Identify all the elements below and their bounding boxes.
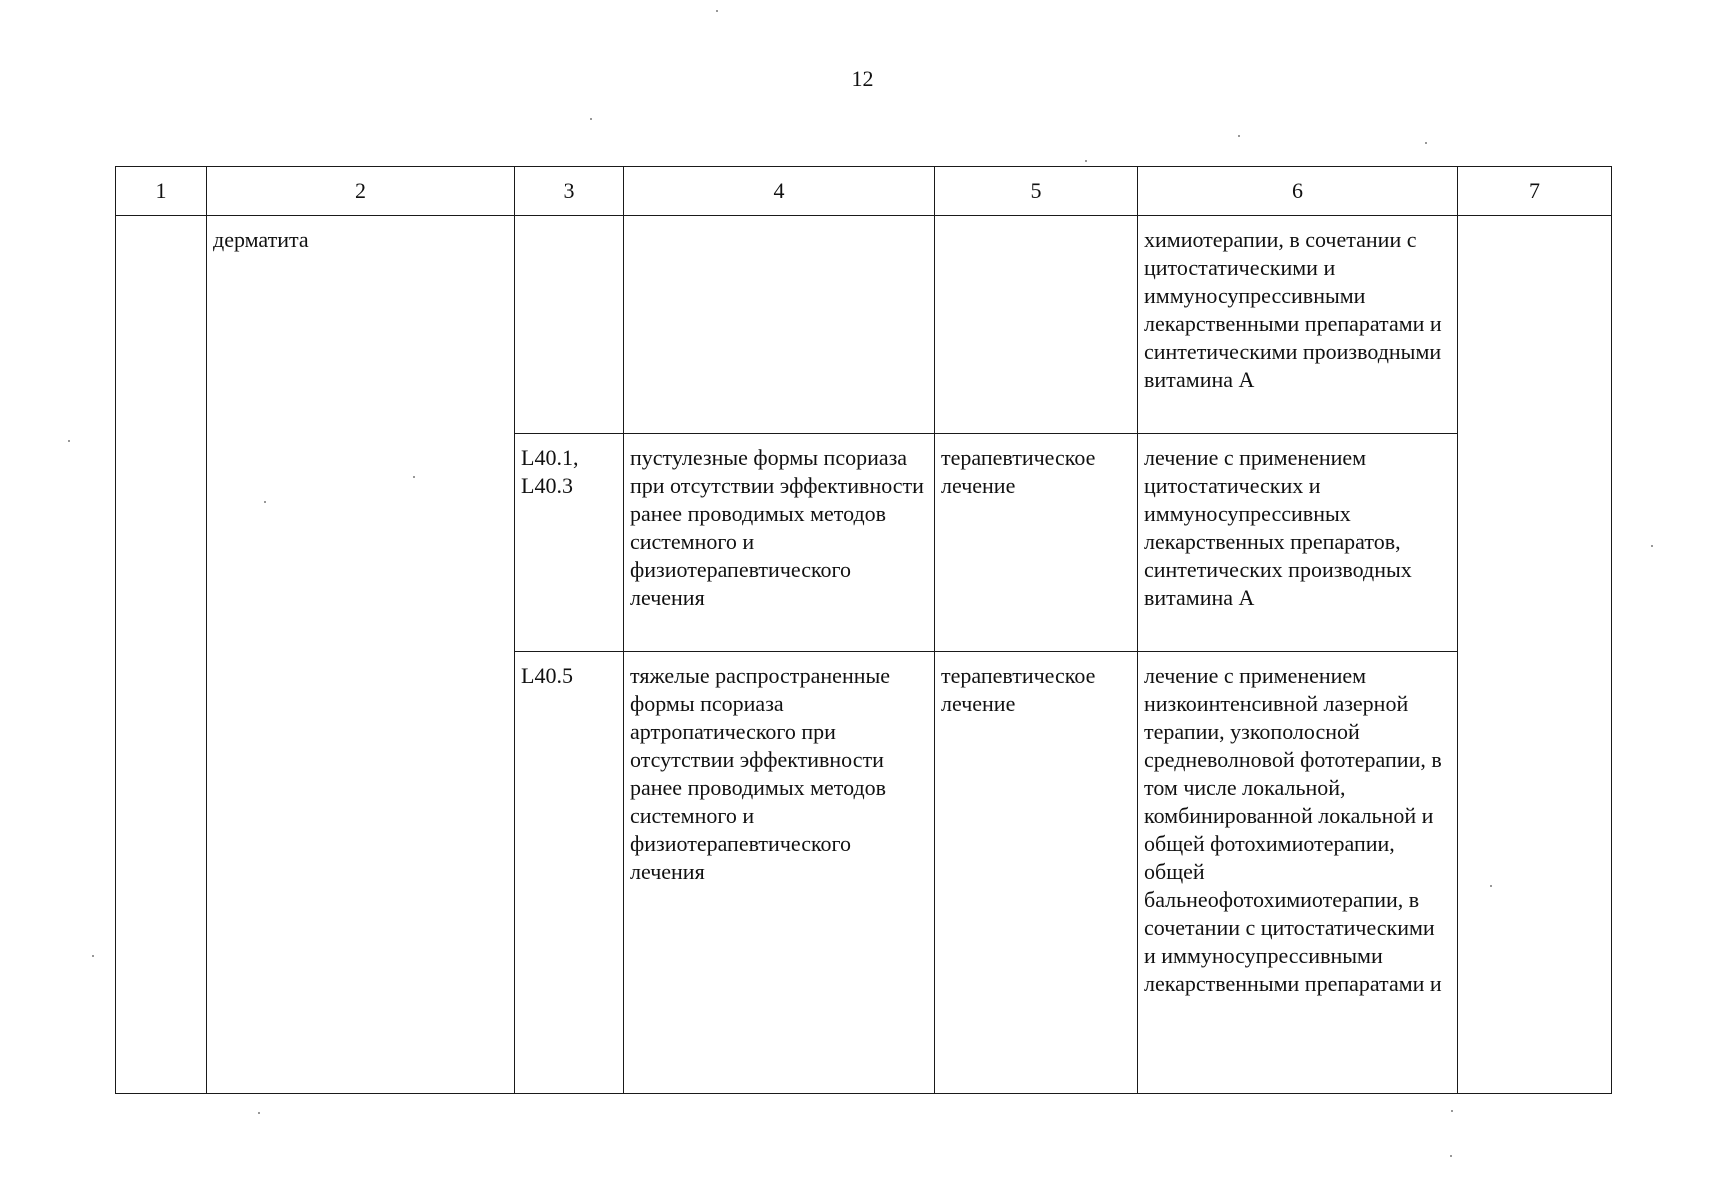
scan-speck <box>264 501 266 503</box>
scan-speck <box>1490 885 1492 887</box>
cell-code: L40.5 <box>515 652 624 1094</box>
page-number: 12 <box>851 66 874 91</box>
scan-speck <box>68 440 70 442</box>
scan-speck <box>716 10 718 12</box>
column-number-row <box>116 167 1612 216</box>
scan-speck <box>413 476 415 478</box>
cell-treatment-method: лечение с применением низкоинтенсивной лазерной терапии, узкополосной средневолновой фототерапии, в том числе локальной, комбинированной локальной и общей фотохимиотерапии, общей бальнеофотохимиотерапии, в сочетании с цитостатическими и иммуносупрессивными лекарственными препаратами и <box>1138 652 1458 1094</box>
cell-treatment-type: терапевтическое лечение <box>935 652 1138 1094</box>
cell-patient-model: тяжелые распространенные формы псориаза артропатического при отсутствии эффективности ранее проводимых методов системного и физиотерапевтического лечения <box>624 652 935 1094</box>
cell-code <box>515 216 624 434</box>
scan-speck <box>1238 135 1240 137</box>
scan-speck <box>92 955 94 957</box>
cell-disease-name <box>207 216 515 1094</box>
scan-speck <box>1651 545 1653 547</box>
header-cell-6: 6 <box>1138 167 1458 216</box>
header-cell-3: 3 <box>515 167 624 216</box>
header-cell-7: 7 <box>1458 167 1612 216</box>
scan-speck <box>1450 1155 1452 1157</box>
header-cell-2: 2 <box>207 167 515 216</box>
cell-treatment-method: химиотерапии, в сочетании с цитостатическими и иммуносупрессивными лекарственными препаратами и синтетическими производными витамина А <box>1138 216 1458 434</box>
cell-patient-model <box>624 216 935 434</box>
cell-treatment-type: терапевтическое лечение <box>935 434 1138 652</box>
scan-speck <box>258 1112 260 1114</box>
table-row <box>116 216 1612 434</box>
cell-treatment-type <box>935 216 1138 434</box>
medical-care-table <box>115 166 1612 1094</box>
scan-speck <box>1425 142 1427 144</box>
header-cell-4: 4 <box>624 167 935 216</box>
header-cell-1: 1 <box>116 167 207 216</box>
disease-name-text: дерматита <box>213 227 309 252</box>
scan-speck <box>1451 1110 1453 1112</box>
scan-speck <box>590 118 592 120</box>
cell-patient-model: пустулезные формы псориаза при отсутствии эффективности ранее проводимых методов системного и физиотерапевтического лечения <box>624 434 935 652</box>
header-cell-5: 5 <box>935 167 1138 216</box>
cell-item-number <box>116 216 207 1094</box>
scan-speck <box>1085 160 1087 162</box>
cell-treatment-method: лечение с применением цитостатических и иммуносупрессивных лекарственных препаратов, синтетических производных витамина А <box>1138 434 1458 652</box>
cell-standard <box>1458 216 1612 1094</box>
cell-code: L40.1, L40.3 <box>515 434 624 652</box>
